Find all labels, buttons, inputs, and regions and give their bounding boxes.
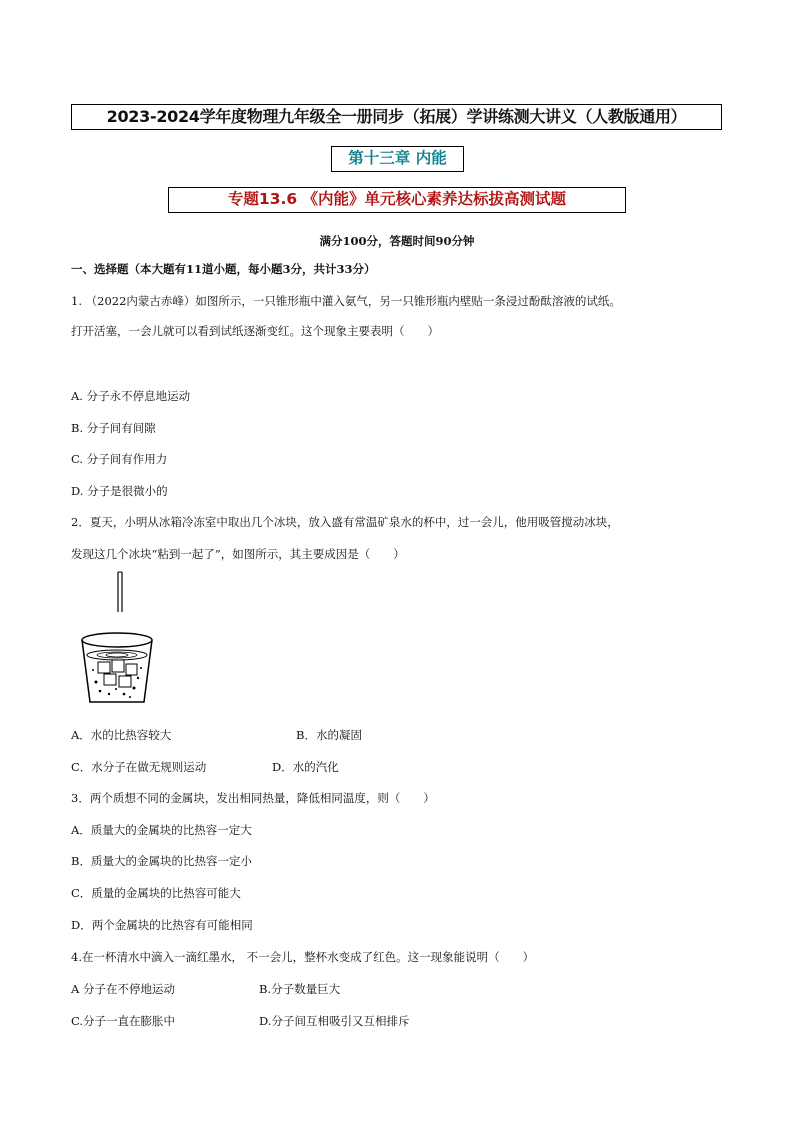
cup-with-ice-figure bbox=[76, 570, 158, 708]
question-4-option-a: A 分子在不停地运动 bbox=[71, 982, 175, 996]
question-4-option-c: C.分子一直在膨胀中 bbox=[71, 1014, 176, 1028]
exam-info: 满分100分，答题时间90分钟 bbox=[319, 234, 475, 248]
question-2-stem-line-2: 发现这几个冰块“粘到一起了”，如图所示，其主要成因是（ ） bbox=[71, 547, 405, 561]
topic-title: 专题13.6 《内能》单元核心素养达标拔高测试题 bbox=[168, 187, 626, 213]
question-1-option-a: A. 分子永不停息地运动 bbox=[71, 389, 191, 403]
question-1-option-d: D. 分子是很微小的 bbox=[71, 484, 168, 498]
section-heading: 一、选择题（本大题有11道小题，每小题3分，共计33分） bbox=[71, 262, 376, 276]
question-1-stem-line-2: 打开活塞，一会儿就可以看到试纸逐渐变红。这个现象主要表明（ ） bbox=[71, 324, 439, 338]
question-2-stem-line-1: 2．夏天，小明从冰箱冷冻室中取出几个冰块，放入盛有常温矿泉水的杯中，过一会儿，他用吸管搅动冰块， bbox=[71, 515, 619, 529]
question-2-option-a: A．水的比热容较大 bbox=[71, 728, 172, 742]
question-2-option-d: D．水的汽化 bbox=[272, 760, 339, 774]
question-4-option-d: D.分子间互相吸引又互相排斥 bbox=[259, 1014, 410, 1028]
question-1-stem-line-1: 1. （2022内蒙古赤峰）如图所示，一只锥形瓶中灌入氨气，另一只锥形瓶内壁贴一条浸过酚酞溶液的试纸。 bbox=[71, 294, 621, 308]
question-3-option-c: C．质量的金属块的比热容可能大 bbox=[71, 886, 241, 900]
question-4-option-b: B.分子数量巨大 bbox=[259, 982, 341, 996]
series-title: 2023-2024学年度物理九年级全一册同步（拓展）学讲练测大讲义（人教版通用） bbox=[71, 104, 722, 130]
question-3-option-d: D．两个金属块的比热容有可能相同 bbox=[71, 918, 253, 932]
question-1-option-b: B. 分子间有间隙 bbox=[71, 421, 156, 435]
question-2-option-b: B．水的凝固 bbox=[296, 728, 362, 742]
question-2-option-c: C．水分子在做无规则运动 bbox=[71, 760, 207, 774]
question-1-option-c: C. 分子间有作用力 bbox=[71, 452, 168, 466]
chapter-title: 第十三章 内能 bbox=[331, 146, 464, 172]
question-4-stem: 4.在一杯清水中滴入一滴红墨水， 不一会儿，整杯水变成了红色。这一现象能说明（ ） bbox=[71, 950, 535, 964]
question-3-stem: 3．两个质想不同的金属块，发出相同热量，降低相同温度，则（ ） bbox=[71, 791, 435, 805]
question-3-option-a: A．质量大的金属块的比热容一定大 bbox=[71, 823, 252, 837]
question-3-option-b: B．质量大的金属块的比热容一定小 bbox=[71, 854, 252, 868]
